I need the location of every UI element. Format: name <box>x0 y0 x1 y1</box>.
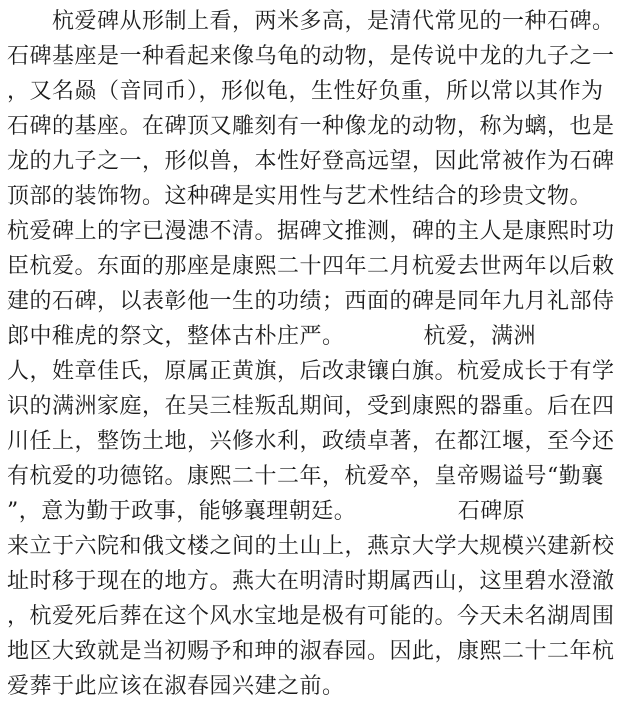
text-line: 川任上，整饬土地，兴修水利，政绩卓著，在都江堰，至今还 <box>7 429 615 454</box>
text-line: 顶部的装饰物。这种碑是实用性与艺术性结合的珍贵文物。 <box>7 184 593 209</box>
text-line: 杭爱碑上的字已漫漶不清。据碑文推测，碑的主人是康熙时功 <box>7 219 615 244</box>
text-line: ，又名赑（音同币），形似龟，生性好负重，所以常以其作为 <box>7 79 604 104</box>
text-line: 来立于六院和俄文楼之间的土山上，燕京大学大规模兴建新校 <box>7 534 615 559</box>
text-line: 石碑基座是一种看起来像乌龟的动物，是传说中龙的九子之一 <box>7 44 615 69</box>
text-line: 杭爱碑从形制上看，两米多高，是清代常见的一种石碑。 <box>7 9 615 34</box>
text-line: 有杭爱的功德铭。康熙二十二年，杭爱卒，皇帝赐谥号“勤襄 <box>7 464 604 489</box>
text-line: 龙的九子之一，形似兽，本性好登高远望，因此常被作为石碑 <box>7 149 615 174</box>
text-line: 址时移于现在的地方。燕大在明清时期属西山，这里碧水澄澈 <box>7 569 615 594</box>
text-line: 建的石碑，以表彰他一生的功绩；西面的碑是同年九月礼部侍 <box>7 289 615 314</box>
text-line: 爱葬于此应该在淑春园兴建之前。 <box>7 674 345 699</box>
text-line: 地区大致就是当初赐予和珅的淑春园。因此，康熙二十二年杭 <box>7 639 615 664</box>
text-line: ”，意为勤于政事，能够襄理朝廷。 石碑原 <box>7 499 526 524</box>
text-line: 识的满洲家庭，在吴三桂叛乱期间，受到康熙的器重。后在四 <box>7 394 615 419</box>
text-line: 郎中稚虎的祭文，整体古朴庄严。 杭爱，满洲 <box>7 324 537 349</box>
text-line: ，杭爱死后葬在这个风水宝地是极有可能的。今天未名湖周围 <box>7 604 615 629</box>
text-line: 人，姓章佳氏，原属正黄旗，后改隶镶白旗。杭爱成长于有学 <box>7 359 615 384</box>
text-line: 臣杭爱。东面的那座是康熙二十四年二月杭爱去世两年以后敕 <box>7 254 615 279</box>
text-line: 石碑的基座。在碑顶又雕刻有一种像龙的动物，称为螭，也是 <box>7 114 615 139</box>
